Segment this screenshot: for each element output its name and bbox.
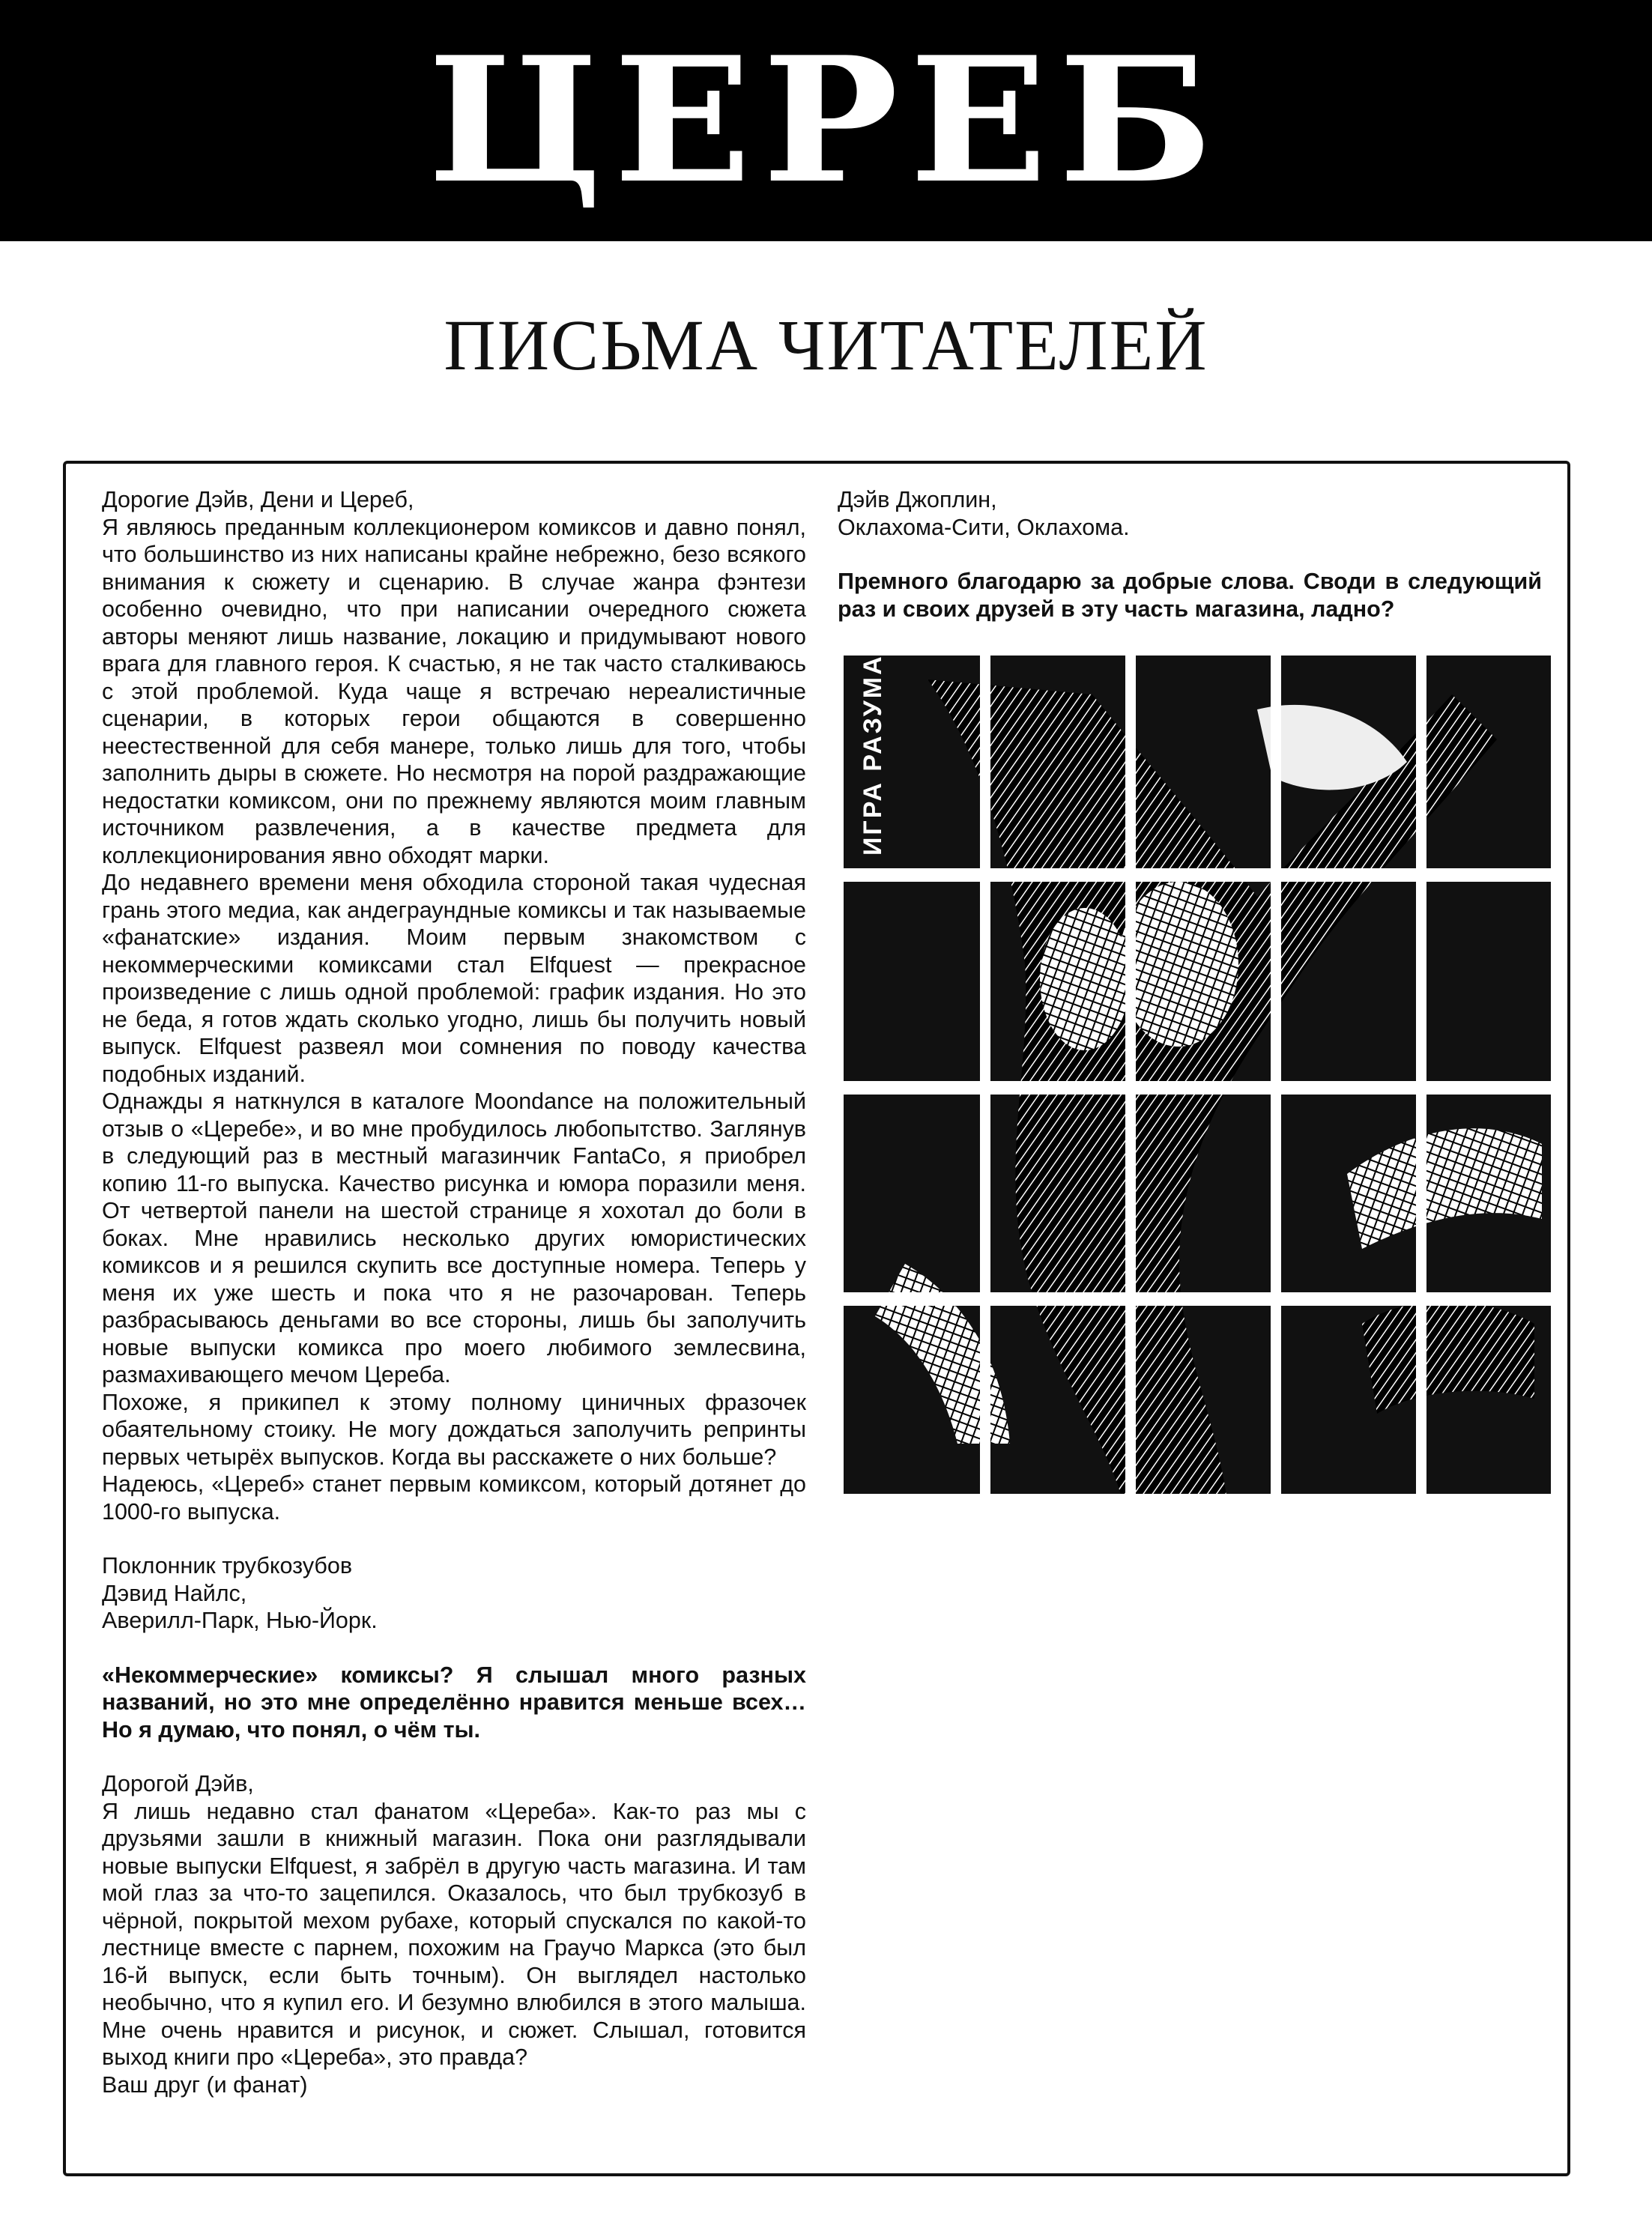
letter1-paragraph: Надеюсь, «Цереб» станет первым комиксом, который дотянет до 1000-го выпуска.: [102, 1471, 806, 1525]
letter1-greeting: Дорогие Дэйв, Дени и Цереб,: [102, 487, 414, 512]
comic-illustration: [838, 650, 1557, 1500]
letter1-name: Дэвид Найлс,: [102, 1580, 247, 1606]
header-band: [0, 0, 1652, 241]
page-title: ПИСЬМА ЧИТАТЕЛЕЙ: [444, 305, 1208, 385]
comic-grid-image: [838, 650, 1557, 1500]
left-column: [102, 486, 806, 2098]
letter2-signoff: Ваш друг (и фанат): [102, 2071, 308, 2098]
letter1-paragraph: До недавнего времени меня обходила стороной такая чудесная грань этого медиа, как андеграундные комиксы и так называемые «фанатские» издания. Моим первым знакомством с некоммерческими комиксами стал Elfquest — прекрасное произведение с лишь одной проблемой: график издания. Но это не беда, я готов ждать сколько угодно, лишь бы получить новый выпуск. Elfquest развеял мои сомнения по поводу качества подобных изданий.: [102, 870, 806, 1087]
letter1-location: Аверилл-Парк, Нью-Йорк.: [102, 1608, 378, 1633]
letter2-name: Дэйв Джоплин,: [838, 487, 997, 512]
letter1-paragraph: Однажды я наткнулся в каталоге Moondance на положительный отзыв о «Церебе», и во мне пробудилось любопытство. Заглянув в следующий раз в местный магазинчик FantaCo, я приобрел копию 11-го выпуска. Качество рисунка и юмора поразили меня. От четвертой панели на шестой странице я хохотал до боли в боках. Мне нравились несколько других юмористических комиксов и я решился скупить все доступные номера. Теперь у меня их уже шесть и пока что я не разочарован. Теперь разбрасываюсь деньгами во все стороны, лишь бы заполучить новые выпуски комикса про моего любимого землесвина, размахивающего мечом Цереба.: [102, 1089, 806, 1387]
comic-side-label: ИГРА РАЗУМА: [859, 654, 887, 856]
letter1-paragraph: Похоже, я прикипел к этому полному циничных фразочек обаятельному стоику. Не могу дождаться заполучить репринты первых четырёх выпусков. Когда вы расскажете о них больше?: [102, 1389, 806, 1470]
letter1-signoff: Поклонник трубкозубов: [102, 1553, 353, 1578]
letter2-paragraph: Я лишь недавно стал фанатом «Цереба». Как-то раз мы с друзьями зашли в книжный магазин. Пока они разглядывали новые выпуски Elfquest, я забрёл в другую часть магазина. И там мой глаз за что-то зацепился. Оказалось, что был трубкозуб в чёрной, покрытой мехом рубахе, который спускался по какой-то лестнице вместе с парнем, похожим на Граучо Маркса (это был 16-й выпуск, если быть точным). Он выглядел настолько необычно, что я купил его. И безумно влюбился в этого малыша. Мне очень нравится и рисунок, и сюжет. Слышал, готовится выход книги про «Цереба», это правда?: [102, 1798, 806, 2070]
letter1-paragraph: Я являюсь преданным коллекционером комиксов и давно понял, что большинство из них написаны крайне небрежно, безо всякого внимания к сюжету и сценарию. В случае жанра фэнтези особенно очевидно, что при написании очередного сюжета авторы меняют лишь название, локацию и придумывают нового врага для главного героя. К счастью, я не так часто сталкиваюсь с этой проблемой. Куда чаще я встречаю нереалистичные сценарии, в которых герои общаются в совершенно неестественной для себя манере, только лишь для того, чтобы заполнить дыры в сюжете. Но несмотря на порой раздражающие недостатки комиксом, они по прежнему являются моим главным источником развлечения, а в качестве предмета для коллекционирования явно обходят марки.: [102, 514, 806, 868]
letter2-location: Оклахома-Сити, Оклахома.: [838, 514, 1130, 540]
editor-reply-1: «Некоммерческие» комиксы? Я слышал много разных названий, но это мне определённо нравится меньше всех… Но я думаю, что понял, о чём ты.: [102, 1662, 806, 1743]
editor-reply-2: Премного благодарю за добрые слова. Своди в следующий раз и своих друзей в эту часть магазина, ладно?: [838, 569, 1542, 622]
letters-box: [63, 461, 1570, 2176]
cerebus-logo: ЦЕРЕБ: [428, 19, 1224, 222]
right-column: [838, 486, 1542, 623]
letter2-greeting: Дорогой Дэйв,: [102, 1771, 254, 1796]
